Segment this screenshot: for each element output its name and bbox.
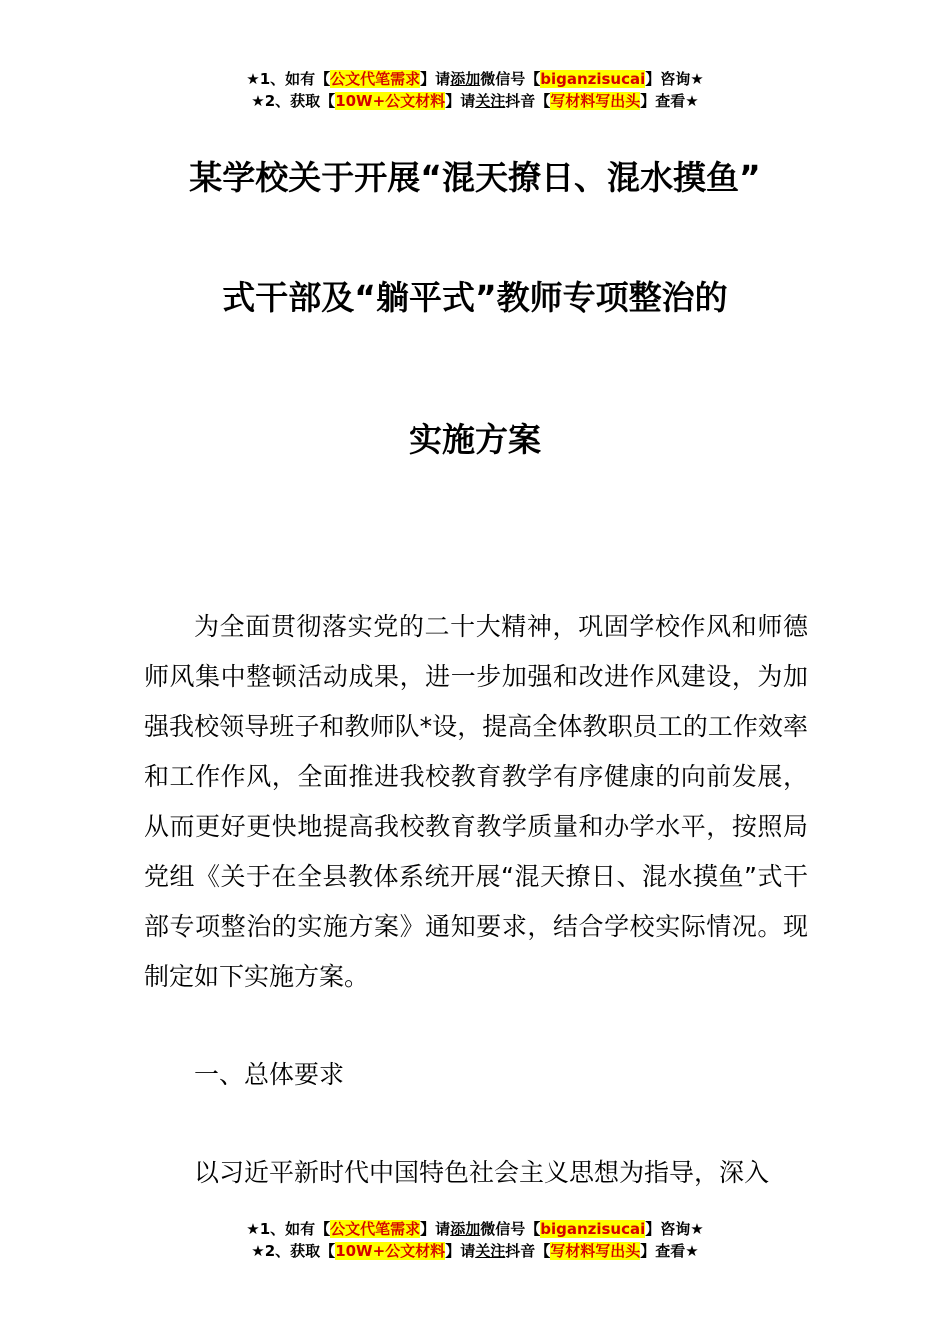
banner-line-1 bbox=[0, 68, 950, 90]
banner-highlight: 公文代笔需求 bbox=[330, 70, 421, 88]
banner-text: 】请 bbox=[420, 1220, 451, 1238]
banner-highlight: 10W+公文材料 bbox=[335, 92, 446, 110]
banner-text: 】请 bbox=[445, 92, 476, 110]
banner-wechat-id: biganzisucai bbox=[540, 1220, 646, 1238]
banner-wechat-id: biganzisucai bbox=[540, 70, 646, 88]
banner-line-1 bbox=[0, 1218, 950, 1240]
banner-underline: 添加 bbox=[450, 1220, 481, 1238]
banner-text: ★2、获取【 bbox=[251, 1242, 336, 1260]
header-banner bbox=[0, 68, 950, 112]
banner-douyin-id: 写材料写出头 bbox=[550, 1242, 641, 1260]
banner-text: 微信号【 bbox=[480, 70, 541, 88]
banner-underline: 添加 bbox=[450, 70, 481, 88]
banner-text: 】咨询★ bbox=[645, 1220, 704, 1238]
banner-text: 微信号【 bbox=[480, 1220, 541, 1238]
body-paragraph-2: 以习近平新时代中国特色社会主义思想为指导，深入 bbox=[194, 1158, 770, 1187]
banner-text: 】查看★ bbox=[640, 92, 699, 110]
banner-text: ★1、如有【 bbox=[246, 1220, 331, 1238]
banner-text: ★2、获取【 bbox=[251, 92, 336, 110]
banner-underline: 关注 bbox=[475, 92, 506, 110]
banner-text: 】请 bbox=[445, 1242, 476, 1260]
banner-text: 】咨询★ bbox=[645, 70, 704, 88]
footer-banner bbox=[0, 1218, 950, 1262]
banner-text: 】请 bbox=[420, 70, 451, 88]
body-paragraph-1: 为全面贯彻落实党的二十大精神，巩固学校作风和师德师风集中整顿活动成果，进一步加强和改进作风建设，为加强我校领导班子和教师队*设，提高全体教职员工的工作效率和工作作风，全面推进我校教育教学有序健康的向前发展，从而更好更快地提高我校教育教学质量和办学水平，按照局党组《关于在全县教体系统开展“混天撩日、混水摸鱼”式干部专项整治的实施方案》通知要求，结合学校实际情况。现制定如下实施方案。 bbox=[144, 612, 808, 991]
doc-title-line-1: 某学校关于开展“混天撩日、混水摸鱼” bbox=[189, 158, 761, 197]
doc-title-line-2: 式干部及“躺平式”教师专项整治的 bbox=[222, 278, 728, 317]
banner-text: 】查看★ bbox=[640, 1242, 699, 1260]
banner-text: ★1、如有【 bbox=[246, 70, 331, 88]
banner-highlight: 10W+公文材料 bbox=[335, 1242, 446, 1260]
banner-text: 抖音【 bbox=[505, 92, 551, 110]
banner-line-2 bbox=[0, 90, 950, 112]
section-heading-1: 一、总体要求 bbox=[194, 1060, 345, 1089]
banner-underline: 关注 bbox=[475, 1242, 506, 1260]
banner-line-2 bbox=[0, 1240, 950, 1262]
banner-douyin-id: 写材料写出头 bbox=[550, 92, 641, 110]
banner-highlight: 公文代笔需求 bbox=[330, 1220, 421, 1238]
banner-text: 抖音【 bbox=[505, 1242, 551, 1260]
doc-title-line-3: 实施方案 bbox=[409, 420, 541, 459]
